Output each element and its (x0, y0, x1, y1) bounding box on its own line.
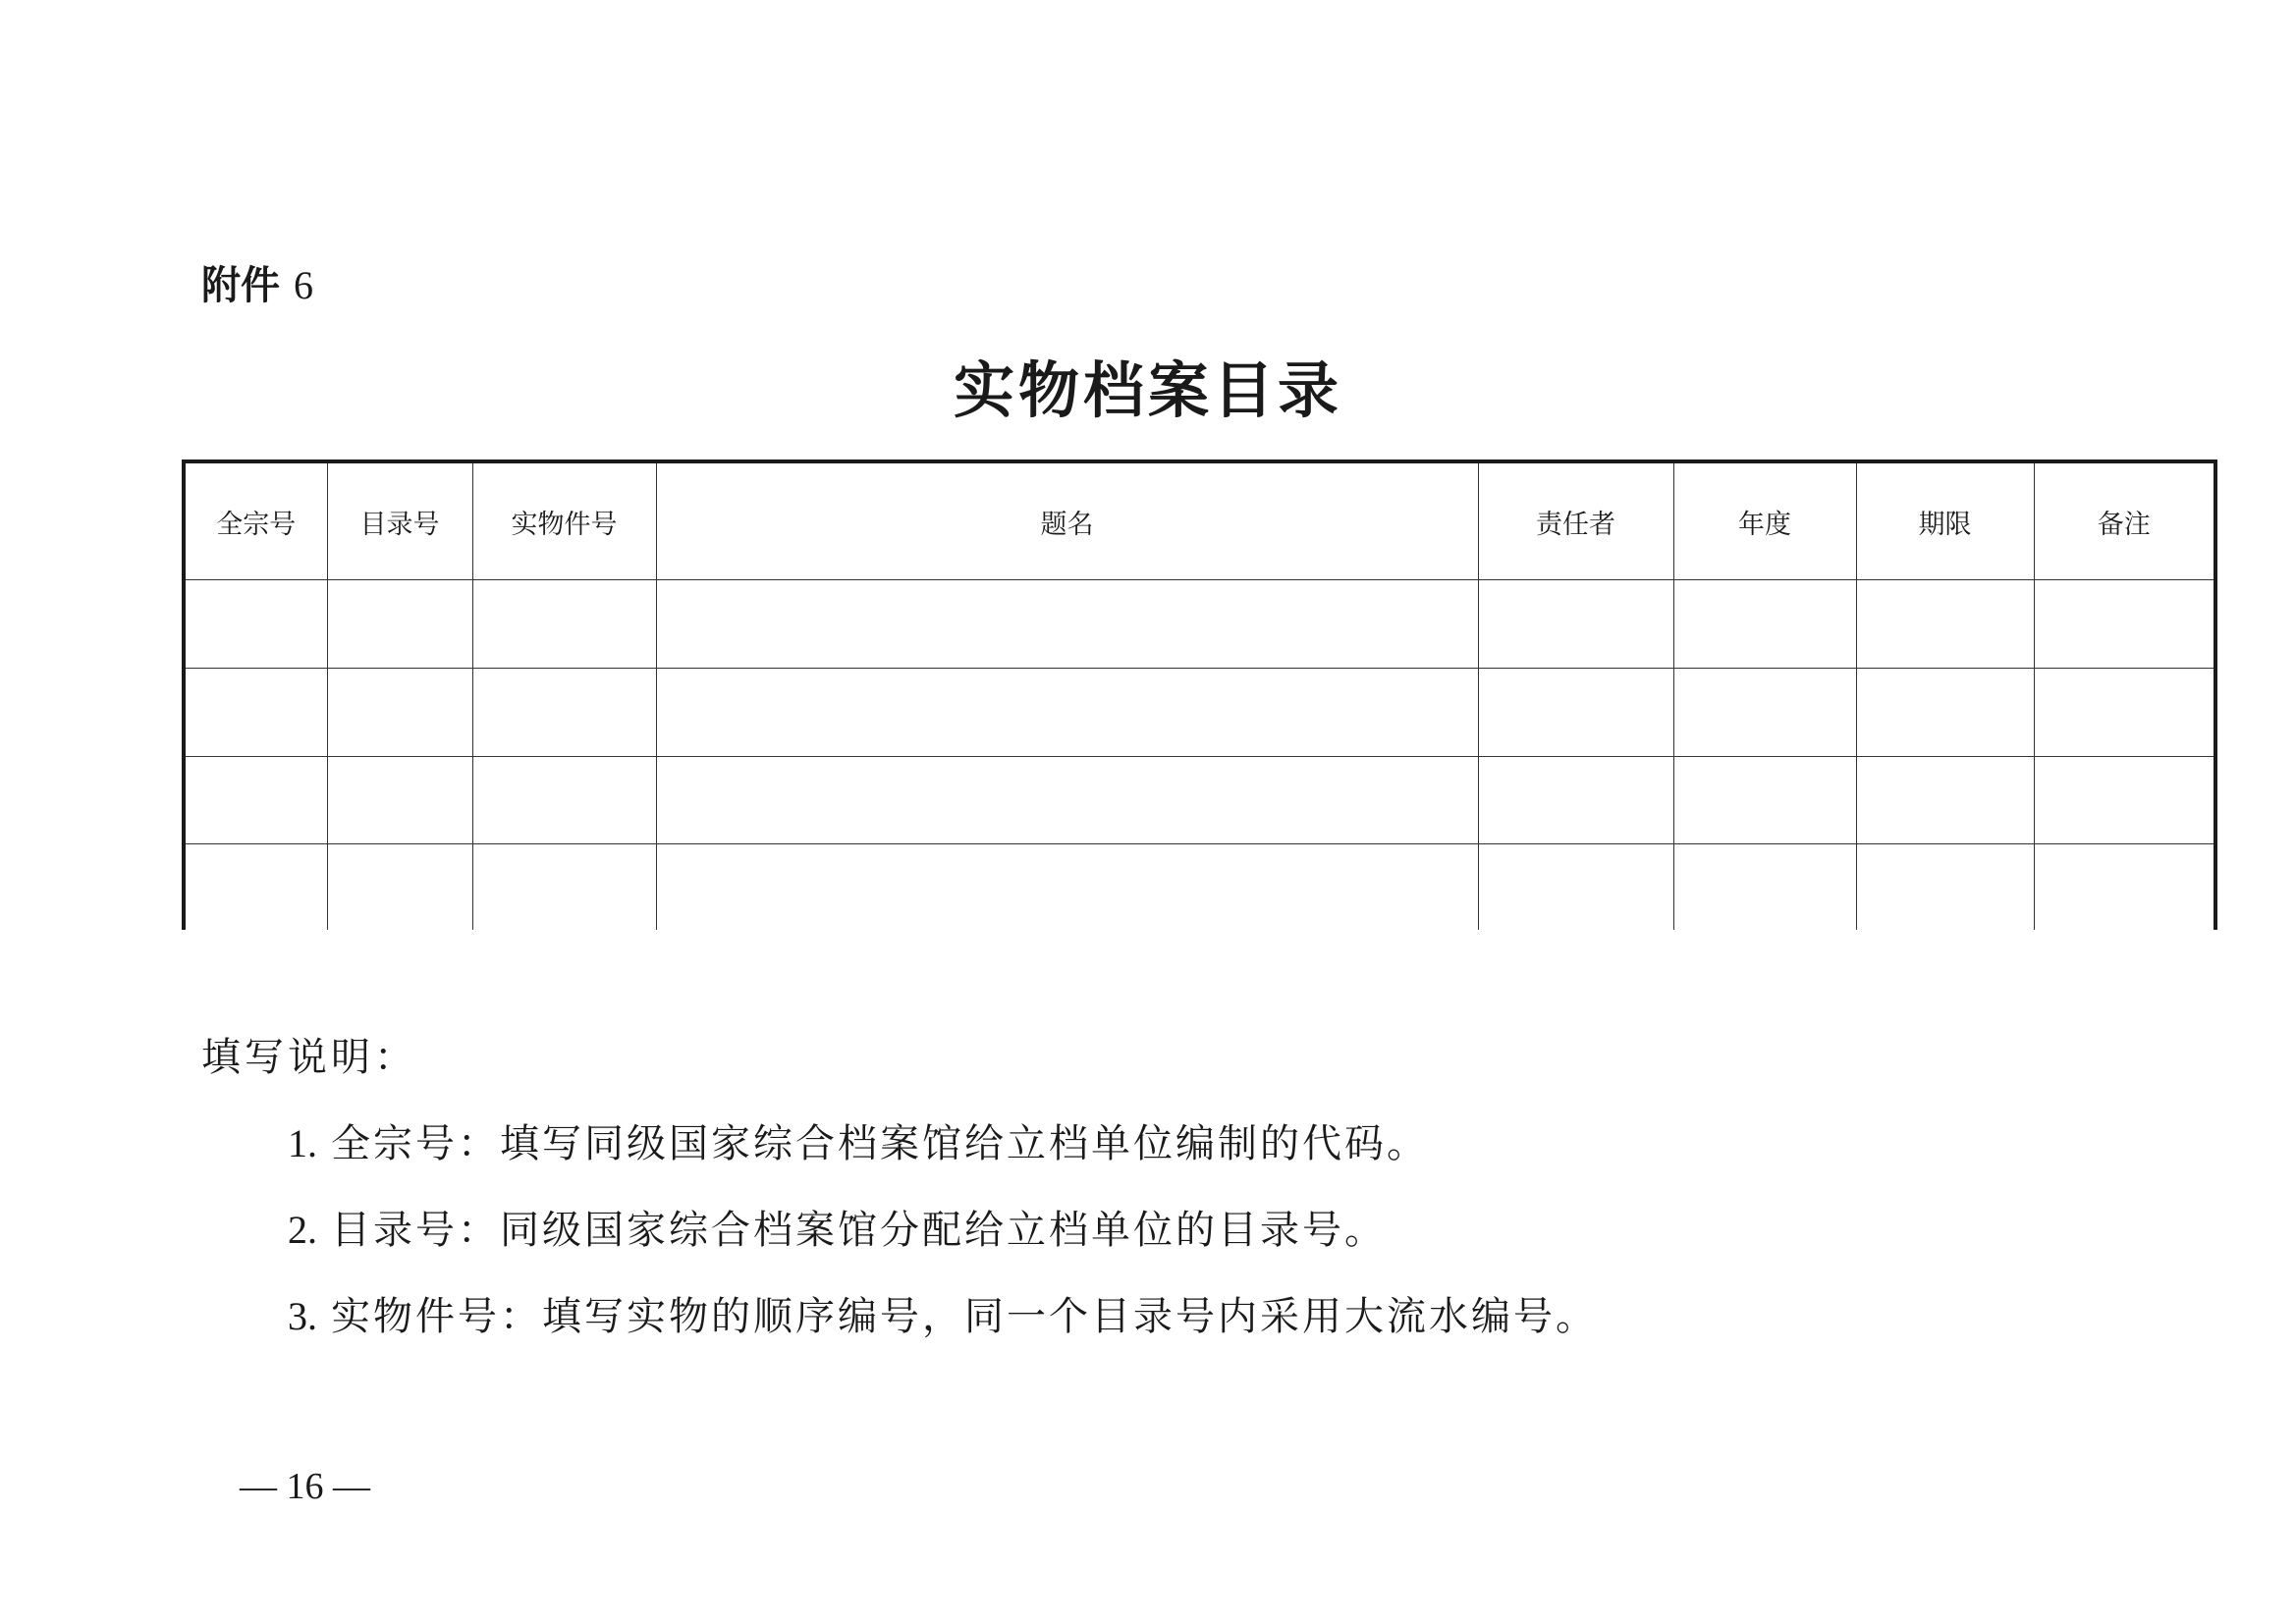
table-cell (184, 844, 327, 930)
attachment-prefix: 附件 (201, 263, 280, 308)
instruction-text: 目录号：同级国家综合档案馆分配给立档单位的目录号。 (331, 1208, 1387, 1253)
page-number: — 16 — (240, 1466, 370, 1507)
table-cell (2034, 668, 2215, 756)
table-cell (1856, 580, 2034, 669)
header-year: 年度 (1673, 461, 1856, 580)
table-cell (1478, 844, 1673, 930)
table-cell (1673, 580, 1856, 669)
table-cell (327, 580, 472, 669)
table-cell (2034, 844, 2215, 930)
table-row (184, 668, 2215, 756)
header-fonds-number: 全宗号 (184, 461, 327, 580)
instruction-number: 2. (288, 1208, 317, 1252)
table-cell (656, 756, 1478, 844)
table-cell (1478, 580, 1673, 669)
table-cell (1673, 844, 1856, 930)
table-cell (656, 844, 1478, 930)
header-catalog-number: 目录号 (327, 461, 472, 580)
header-responsible-party: 责任者 (1478, 461, 1673, 580)
page-title: 实物档案目录 (953, 354, 1342, 426)
instruction-number: 3. (288, 1294, 317, 1338)
table-cell (1856, 756, 2034, 844)
table-row (184, 580, 2215, 669)
table-cell (472, 756, 656, 844)
table-cell (327, 668, 472, 756)
table-cell (656, 668, 1478, 756)
header-remarks: 备注 (2034, 461, 2215, 580)
table-cell (1673, 756, 1856, 844)
instructions-heading: 填写说明： (201, 1035, 417, 1080)
attachment-number: 6 (293, 263, 313, 307)
table-cell (472, 668, 656, 756)
header-title: 题名 (656, 461, 1478, 580)
table-cell (184, 580, 327, 669)
table-header-row (184, 461, 2215, 580)
table-cell (327, 844, 472, 930)
instruction-item (288, 1204, 1598, 1257)
table-cell (2034, 756, 2215, 844)
table-cell (2034, 580, 2215, 669)
table-cell (472, 580, 656, 669)
table-cell (184, 756, 327, 844)
table-cell (327, 756, 472, 844)
instruction-number: 1. (288, 1121, 317, 1165)
filling-instructions (201, 1031, 1598, 1343)
table-cell (1856, 668, 2034, 756)
header-item-number: 实物件号 (472, 461, 656, 580)
table-cell (1856, 844, 2034, 930)
table-cell (656, 580, 1478, 669)
table-row (184, 756, 2215, 844)
instruction-item (288, 1290, 1598, 1343)
catalog-table (182, 460, 2217, 930)
instruction-text: 全宗号：填写同级国家综合档案馆给立档单位编制的代码。 (331, 1121, 1429, 1166)
instruction-text: 实物件号：填写实物的顺序编号，同一个目录号内采用大流水编号。 (331, 1294, 1598, 1339)
table-cell (184, 668, 327, 756)
table-cell (472, 844, 656, 930)
instruction-item (288, 1117, 1598, 1170)
table-cell (1673, 668, 1856, 756)
table-row (184, 844, 2215, 930)
header-retention-period: 期限 (1856, 461, 2034, 580)
attachment-label (201, 261, 313, 310)
table-cell (1478, 756, 1673, 844)
table-cell (1478, 668, 1673, 756)
